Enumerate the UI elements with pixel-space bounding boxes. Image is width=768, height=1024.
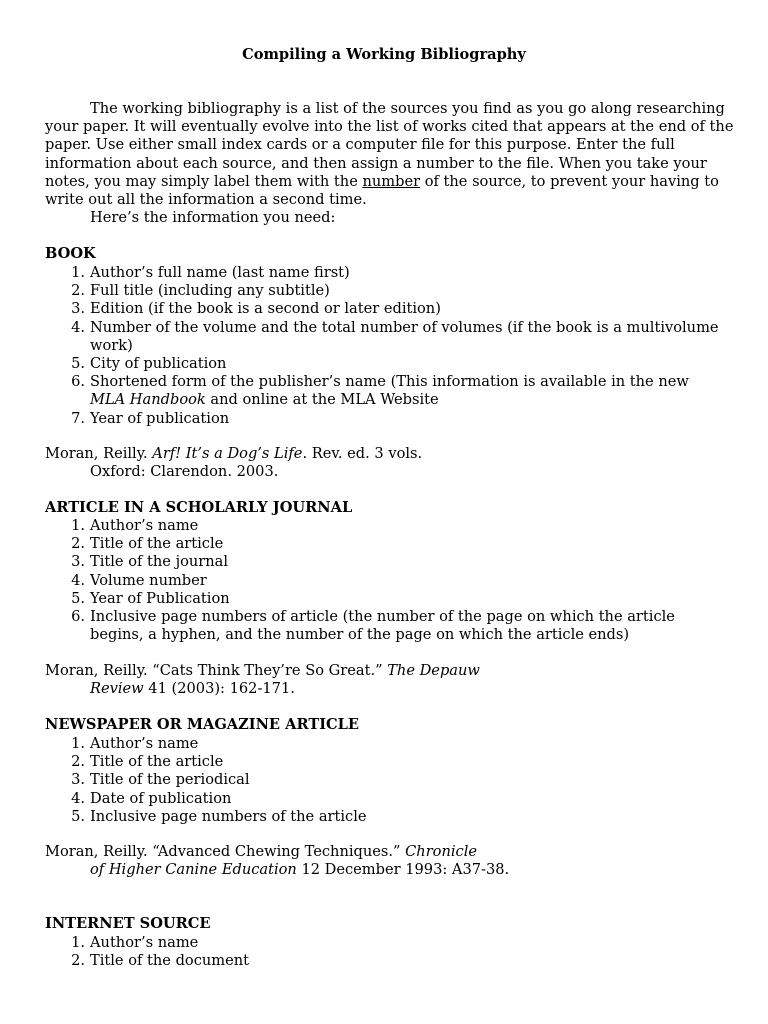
list-item-text: Inclusive page numbers of the article: [90, 807, 367, 825]
citation-text: Oxford: Clarendon. 2003.: [90, 463, 279, 481]
citation-text: Moran, Reilly. “Cats Think They’re So Great.”: [45, 662, 388, 679]
list-item-text: Full title (including any subtitle): [90, 282, 330, 300]
journal-list: [45, 517, 725, 644]
intro-paragraph-1: [45, 100, 735, 209]
list-item-text: Author’s full name (last name first): [90, 264, 350, 281]
citation-text: Moran, Reilly. “Advanced Chewing Techniques.”: [45, 843, 406, 860]
list-item-text: and online at the MLA Website: [205, 391, 439, 409]
list-item: 2. Title of the document: [71, 952, 250, 970]
list-item-text: Author’s name: [90, 517, 199, 534]
intro-paragraph: [45, 100, 735, 227]
page-title: Compiling a Working Bibliography: [242, 46, 526, 63]
citation-title: The Depauw: [387, 662, 480, 679]
list-item: 7. Year of publication: [71, 409, 230, 427]
newspaper-example-citation: [45, 843, 725, 879]
list-item-text: Author’s name: [90, 934, 199, 951]
citation-title: Chronicle: [405, 843, 477, 860]
intro-text-b: of the source, to prevent your having to write out all the information a second time.: [45, 172, 719, 209]
list-item: 5. Year of Publication: [71, 589, 230, 607]
list-item: 2. Full title (including any subtitle): [71, 282, 330, 300]
book-list: [45, 264, 725, 428]
book-example-citation: [45, 445, 725, 481]
list-item: 3. Title of the journal: [71, 553, 229, 571]
list-item: 4. Volume number: [71, 571, 207, 589]
journal-example-citation: [45, 662, 725, 698]
list-item: 1. Author’s name: [71, 934, 199, 951]
newspaper-list: [45, 735, 725, 826]
list-item-text: Title of the article: [90, 535, 224, 553]
list-item-text: Volume number: [90, 571, 207, 589]
list-item-text: Year of Publication: [90, 589, 230, 607]
intro-paragraph-2: [45, 209, 735, 227]
section-heading-book: BOOK: [45, 245, 96, 262]
list-item: 6. Shortened form of the publisher’s name (This information is available in the new MLA Handbook and online at the MLA Website: [71, 373, 689, 409]
internet-list: [45, 934, 725, 970]
list-item: 4. Number of the volume and the total number of volumes (if the book is a multivolume work): [71, 318, 719, 354]
list-item: 2. Title of the article: [71, 753, 224, 771]
list-item-text: Number of the volume and the total number of volumes (if the book is a multivolume work): [90, 318, 719, 354]
list-item: 2. Title of the article: [71, 535, 224, 553]
section-heading-internet: INTERNET SOURCE: [45, 915, 211, 932]
underlined-number: number: [362, 172, 421, 190]
list-item-text: Title of the document: [90, 952, 250, 970]
list-item: 1. Author’s name: [71, 735, 199, 752]
list-item-text: Title of the periodical: [90, 771, 250, 789]
list-item-text: City of publication: [90, 355, 227, 373]
citation-text: 41 (2003): 162-171.: [143, 680, 295, 698]
citation-text: . Rev. ed. 3 vols.: [302, 445, 423, 462]
citation-text: 12 December 1993: A37-38.: [296, 861, 510, 879]
list-item: 4. Date of publication: [71, 789, 232, 807]
list-item-text: Inclusive page numbers of article (the number of the page on which the article begins, a hyphen, and the number of the page on which the article ends): [90, 608, 675, 644]
citation-text: Moran, Reilly.: [45, 445, 153, 462]
citation-title: of Higher Canine Education: [90, 861, 297, 879]
citation-title: Review: [90, 680, 144, 698]
section-heading-newspaper: NEWSPAPER OR MAGAZINE ARTICLE: [45, 716, 360, 733]
list-item-text: Author’s name: [90, 735, 199, 752]
list-item-text: Title of the article: [90, 753, 224, 771]
intro-text-2: Here’s the information you need:: [90, 209, 336, 227]
list-item-text: Title of the journal: [90, 553, 229, 571]
citation-title: Arf! It’s a Dog’s Life: [152, 445, 303, 462]
section-heading-journal: ARTICLE IN A SCHOLARLY JOURNAL: [45, 499, 353, 516]
list-item-text: Shortened form of the publisher’s name (This information is available in the new: [90, 373, 689, 391]
list-item: 3. Edition (if the book is a second or later edition): [71, 300, 441, 318]
list-item: 3. Title of the periodical: [71, 771, 250, 789]
list-item-text: Date of publication: [90, 789, 232, 807]
mla-handbook-title: MLA Handbook: [90, 391, 206, 409]
list-item-text: Year of publication: [90, 409, 230, 427]
intro-text-a: The working bibliography is a list of the sources you find as you go along researching your paper. It will eventually evolve into the list of works cited that appears at the end of the paper. Use either small index cards or a computer file for this purpose. Enter the full information about each source, and then assign a number to the file. When you take your notes, you may simply label them with the: [45, 100, 734, 190]
list-item-text: Edition (if the book is a second or later edition): [90, 300, 441, 318]
list-item: 1. Author’s name: [71, 517, 199, 534]
list-item: 6. Inclusive page numbers of article (the number of the page on which the article begins, a hyphen, and the number of the page on which the article ends): [71, 608, 675, 644]
list-item: 1. Author’s full name (last name first): [71, 264, 350, 281]
list-item: 5. Inclusive page numbers of the article: [71, 807, 367, 825]
list-item: 5. City of publication: [71, 355, 227, 373]
